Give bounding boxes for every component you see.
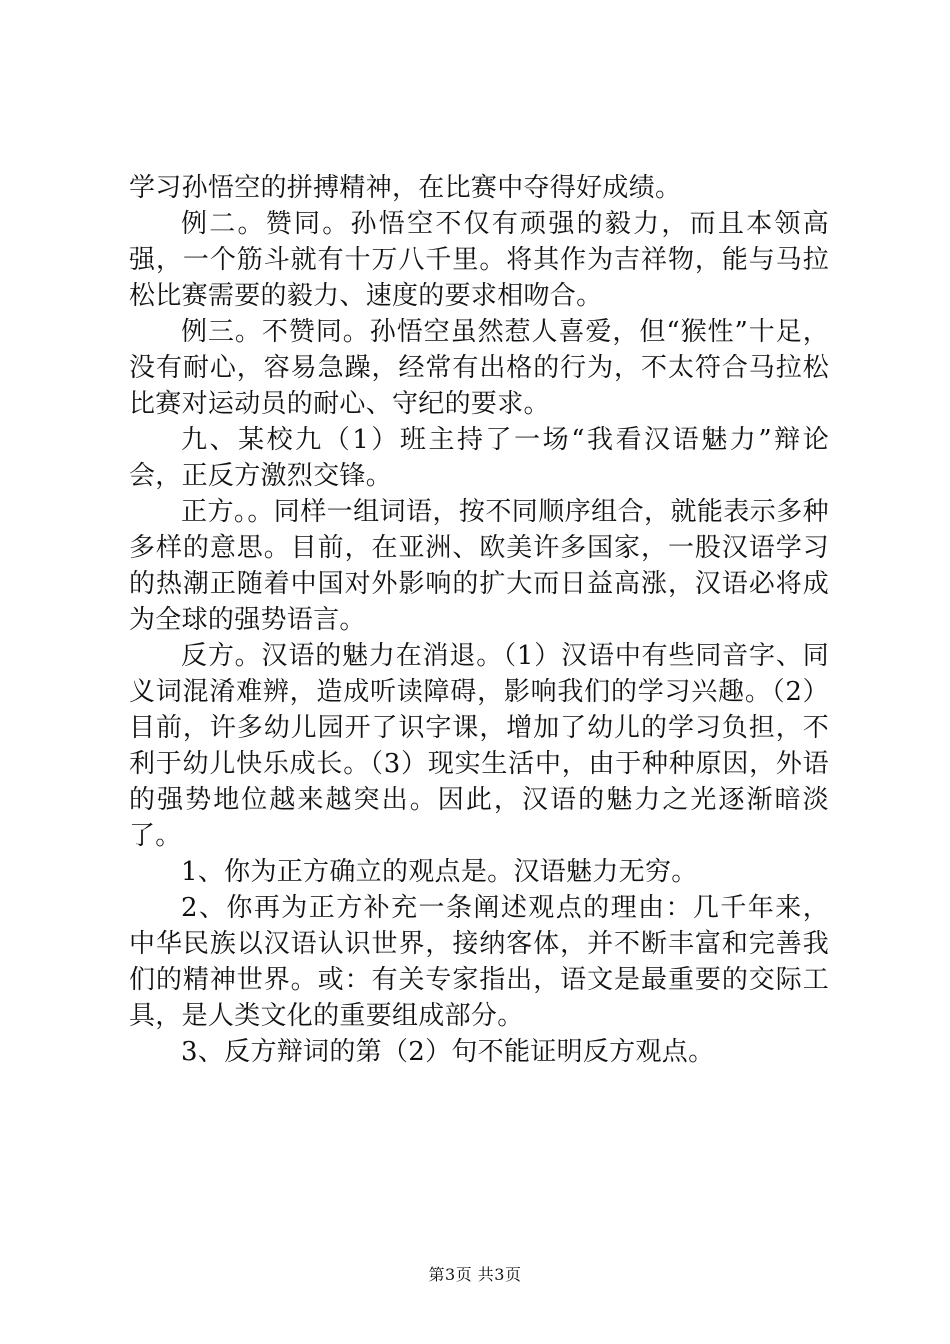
paragraph-affirmative: 正方。。同样一组词语，按不同顺序组合，就能表示多种多样的意思。目前，在亚洲、欧美许多国家，一股汉语学习的热潮正随着中国对外影响的扩大而日益高涨，汉语必将成为全球的强势语言。 [129,497,829,635]
paragraph-answer-three: 3、反方辩词的第（2）句不能证明反方观点。 [181,1037,715,1067]
page-number-footer: 第3页 共3页 [428,1265,522,1284]
paragraph-answer-two: 2、你再为正方补充一条阐述观点的理由：几千年来，中华民族以汉语认识世界，接纳客体，并不断丰富和完善我们的精神世界。或：有关专家指出，语文是最重要的交际工具，是人类文化的重要组成部分。 [129,893,829,1031]
paragraph-example-three: 例三。不赞同。孙悟空虽然惹人喜爱，但“猴性”十足，没有耐心，容易急躁，经常有出格的行为，不太符合马拉松比赛对运动员的耐心、守纪的要求。 [129,317,829,419]
paragraph-continuation: 学习孙悟空的拼搏精神，在比赛中夺得好成绩。 [129,173,682,203]
paragraph-question-nine: 九、某校九（1）班主持了一场“我看汉语魅力”辩论会，正反方激烈交锋。 [129,425,829,491]
document-body [129,170,829,1070]
paragraph-negative: 反方。汉语的魅力在消退。（1）汉语中有些同音字、同义词混淆难辨，造成听读障碍，影响我们的学习兴趣。（2）目前，许多幼儿园开了识字课，增加了幼儿的学习负担，不利于幼儿快乐成长。（3）现实生活中，由于种种原因，外语的强势地位越来越突出。因此，汉语的魅力之光逐渐暗淡了。 [129,641,829,851]
paragraph-example-two: 例二。赞同。孙悟空不仅有顽强的毅力，而且本领高强，一个筋斗就有十万八千里。将其作为吉祥物，能与马拉松比赛需要的毅力、速度的要求相吻合。 [129,209,829,311]
paragraph-answer-one: 1、你为正方确立的观点是。汉语魅力无穷。 [181,857,698,887]
